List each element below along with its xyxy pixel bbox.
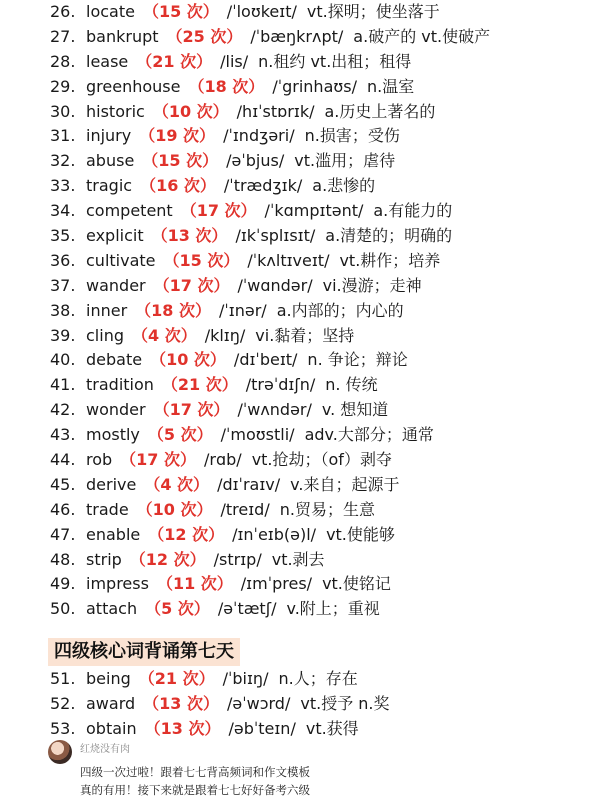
phonetic: /trəˈdɪʃn/: [245, 375, 316, 395]
word-text: explicit: [86, 226, 144, 246]
word-row: [50, 348, 590, 373]
frequency-count: （15 次）: [142, 2, 219, 21]
word-number: 41.: [50, 375, 76, 395]
word-text: derive: [86, 474, 137, 494]
meaning: n. 传统: [325, 375, 378, 395]
word-number: 48.: [50, 549, 76, 569]
word-text: competent: [86, 201, 173, 221]
comment-text-line-2: 真的有用！接下来就是跟着七七好好备考六级: [80, 783, 310, 797]
word-text: locate: [86, 2, 135, 21]
word-row: [50, 224, 590, 249]
word-number: 50.: [50, 599, 76, 619]
frequency-count: （10 次）: [136, 499, 213, 519]
phonetic: /ˈkɑmpɪtənt/: [264, 201, 364, 221]
word-text: award: [86, 693, 136, 713]
phonetic: /ˈbæŋkrʌpt/: [250, 26, 344, 46]
word-number: 43.: [50, 425, 76, 445]
word-number: 42.: [50, 400, 76, 420]
word-number: 30.: [50, 101, 76, 121]
word-row: [50, 274, 590, 299]
word-text: bankrupt: [86, 26, 159, 46]
frequency-count: （15 次）: [163, 250, 240, 270]
phonetic: /ˈɪndʒəri/: [223, 126, 295, 146]
word-number: 47.: [50, 524, 76, 544]
word-text: strip: [86, 549, 122, 569]
frequency-count: （18 次）: [188, 76, 265, 96]
word-row: [50, 473, 590, 498]
meaning: a.有能力的: [373, 201, 453, 221]
word-number: 39.: [50, 325, 76, 345]
word-row: [50, 25, 590, 50]
word-text: abuse: [86, 151, 135, 171]
frequency-count: （12 次）: [129, 549, 206, 569]
meaning: vt.探明；使坐落于: [306, 2, 440, 21]
word-row: [50, 100, 590, 125]
avatar[interactable]: [48, 740, 72, 764]
word-row: [50, 597, 590, 622]
word-row: [50, 299, 590, 324]
meaning: vt.使铭记: [322, 574, 391, 594]
word-number: 31.: [50, 126, 76, 146]
phonetic: /ˈwɑndər/: [237, 275, 313, 295]
word-list-day-7: [50, 667, 590, 742]
phonetic: /ˈmoʊstli/: [220, 425, 295, 445]
word-row: [50, 548, 590, 573]
frequency-count: （11 次）: [156, 574, 233, 594]
meaning: vt.抢劫；（of）剥夺: [251, 450, 392, 470]
comment-overlay[interactable]: [48, 738, 588, 800]
word-row: [50, 498, 590, 523]
meaning: n.人；存在: [278, 669, 358, 688]
frequency-count: （10 次）: [150, 350, 226, 370]
word-number: 35.: [50, 226, 76, 246]
word-number: 38.: [50, 300, 76, 320]
word-row: [50, 423, 590, 448]
word-row: [50, 692, 590, 717]
word-number: 26.: [50, 2, 76, 21]
word-number: 29.: [50, 76, 76, 96]
word-row: [50, 174, 590, 199]
word-row: [50, 75, 590, 100]
phonetic: /ˈbiɪŋ/: [222, 669, 269, 688]
frequency-count: （21 次）: [161, 375, 238, 395]
phonetic: /dɪˈbeɪt/: [233, 350, 298, 370]
word-row: [50, 199, 590, 224]
word-text: impress: [86, 574, 149, 594]
word-row: [50, 50, 590, 75]
word-text: enable: [86, 524, 141, 544]
meaning: a.内部的；内心的: [276, 300, 404, 320]
meaning: vi.漫游；走神: [322, 275, 422, 295]
phonetic: /ˈɪnər/: [219, 300, 267, 320]
phonetic: /strɪp/: [213, 549, 262, 569]
word-row: [50, 0, 590, 25]
phonetic: /dɪˈraɪv/: [217, 474, 281, 494]
comment-username[interactable]: 红烧没有肉: [80, 744, 130, 755]
phonetic: /treɪd/: [220, 499, 270, 519]
word-number: 46.: [50, 499, 76, 519]
phonetic: /əbˈteɪn/: [228, 718, 296, 738]
frequency-count: （17 次）: [153, 400, 230, 420]
word-number: 27.: [50, 26, 76, 46]
meaning: a.破产的 vt.使破产: [353, 26, 491, 46]
frequency-count: （19 次）: [139, 126, 216, 146]
word-text: trade: [86, 499, 129, 519]
word-number: 45.: [50, 474, 76, 494]
meaning: vt.滥用；虐待: [294, 151, 396, 171]
word-row: [50, 667, 590, 692]
word-text: greenhouse: [86, 76, 181, 96]
phonetic: /ˈtrædʒɪk/: [223, 176, 303, 196]
word-text: wander: [86, 275, 146, 295]
word-number: 53.: [50, 718, 76, 738]
frequency-count: （5 次）: [145, 599, 210, 619]
word-number: 40.: [50, 350, 76, 370]
frequency-count: （12 次）: [148, 524, 225, 544]
meaning: vt.使能够: [326, 524, 395, 544]
word-number: 36.: [50, 250, 76, 270]
word-text: inner: [86, 300, 128, 320]
word-text: cling: [86, 325, 124, 345]
meaning: vt.授予 n.奖: [300, 693, 390, 713]
frequency-count: （10 次）: [152, 101, 229, 121]
frequency-count: （17 次）: [120, 450, 197, 470]
frequency-count: （17 次）: [180, 201, 257, 221]
phonetic: /ɪkˈsplɪsɪt/: [235, 226, 316, 246]
word-text: being: [86, 669, 131, 688]
word-number: 33.: [50, 176, 76, 196]
word-text: lease: [86, 51, 129, 71]
word-row: [50, 448, 590, 473]
word-row: [50, 124, 590, 149]
frequency-count: （13 次）: [151, 226, 228, 246]
phonetic: /ɪnˈeɪb(ə)l/: [232, 524, 317, 544]
frequency-count: （21 次）: [136, 51, 213, 71]
comment-text-line-1: 四级一次过啦！跟着七七背高频词和作文模板: [80, 765, 310, 779]
word-text: rob: [86, 450, 113, 470]
word-text: cultivate: [86, 250, 156, 270]
word-number: 44.: [50, 450, 76, 470]
phonetic: /lis/: [220, 51, 249, 71]
word-number: 51.: [50, 669, 76, 688]
word-row: [50, 249, 590, 274]
frequency-count: （13 次）: [143, 693, 219, 713]
meaning: vt.剥去: [271, 549, 325, 569]
frequency-count: （4 次）: [131, 325, 197, 345]
phonetic: /əˈtætʃ/: [217, 599, 277, 619]
meaning: a.历史上著名的: [324, 101, 436, 121]
word-row: [50, 572, 590, 597]
word-row: [50, 523, 590, 548]
meaning: a.清楚的；明确的: [325, 226, 453, 246]
word-text: tragic: [86, 176, 133, 196]
meaning: adv.大部分；通常: [304, 425, 434, 445]
frequency-count: （16 次）: [140, 176, 216, 196]
frequency-count: （18 次）: [135, 300, 211, 320]
phonetic: /ˈgrinhaʊs/: [272, 76, 357, 96]
word-text: attach: [86, 599, 138, 619]
phonetic: /ˈloʊkeɪt/: [226, 2, 297, 21]
meaning: n.贸易；生意: [279, 499, 375, 519]
meaning: n. 争论；辩论: [307, 350, 408, 370]
meaning: vi.黏着；坚持: [255, 325, 355, 345]
word-row: [50, 373, 590, 398]
frequency-count: （21 次）: [138, 669, 215, 688]
word-number: 37.: [50, 275, 76, 295]
meaning: a.悲惨的: [312, 176, 376, 196]
phonetic: /əˈwɔrd/: [227, 693, 291, 713]
frequency-count: （5 次）: [147, 425, 213, 445]
phonetic: /ˈwʌndər/: [237, 400, 312, 420]
word-row: [50, 324, 590, 349]
frequency-count: （4 次）: [144, 474, 210, 494]
meaning: n.损害；受伤: [304, 126, 400, 146]
frequency-count: （15 次）: [142, 151, 219, 171]
word-text: tradition: [86, 375, 154, 395]
word-text: injury: [86, 126, 132, 146]
word-number: 34.: [50, 201, 76, 221]
phonetic: /ɪmˈpres/: [240, 574, 313, 594]
word-text: obtain: [86, 718, 137, 738]
section-title: 四级核心词背诵第七天: [48, 638, 240, 666]
meaning: vt.获得: [305, 718, 359, 738]
meaning: v.来自；起源于: [290, 474, 400, 494]
phonetic: /hɪˈstɒrɪk/: [236, 101, 315, 121]
phonetic: /ˈkʌltɪveɪt/: [247, 250, 330, 270]
word-row: [50, 398, 590, 423]
phonetic: /əˈbjus/: [226, 151, 285, 171]
meaning: n.租约 vt.出租；租得: [258, 51, 412, 71]
word-row: [50, 149, 590, 174]
frequency-count: （17 次）: [153, 275, 230, 295]
phonetic: /klɪŋ/: [204, 325, 246, 345]
word-number: 32.: [50, 151, 76, 171]
frequency-count: （25 次）: [166, 26, 243, 46]
phonetic: /rɑb/: [204, 450, 242, 470]
meaning: n.温室: [366, 76, 415, 96]
meaning: v.附上；重视: [286, 599, 380, 619]
word-text: mostly: [86, 425, 140, 445]
word-list: [50, 0, 590, 622]
word-text: wonder: [86, 400, 146, 420]
word-text: historic: [86, 101, 145, 121]
meaning: vt.耕作；培养: [339, 250, 441, 270]
word-text: debate: [86, 350, 143, 370]
word-number: 49.: [50, 574, 76, 594]
meaning: v. 想知道: [321, 400, 389, 420]
frequency-count: （13 次）: [144, 718, 221, 738]
word-number: 52.: [50, 693, 76, 713]
word-number: 28.: [50, 51, 76, 71]
